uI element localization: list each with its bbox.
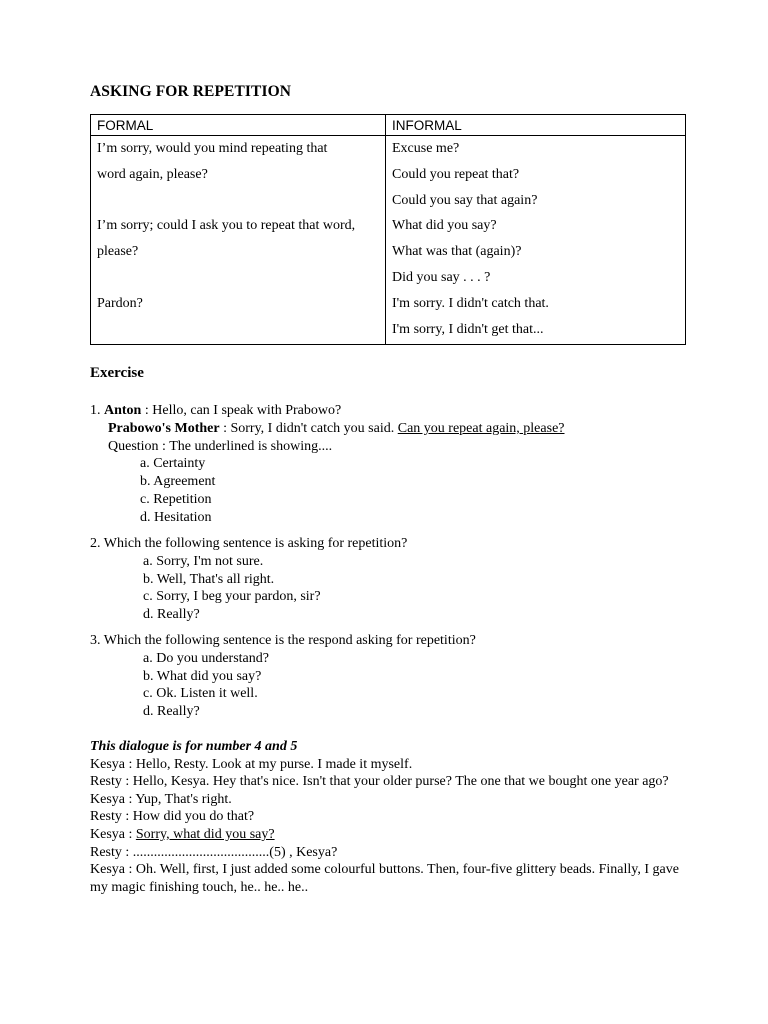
q1-speaker-anton: Anton — [104, 403, 142, 418]
q3-option-a: a. Do you understand? — [143, 650, 269, 666]
informal-line: I'm sorry. I didn't catch that. — [392, 295, 549, 311]
q1-line1 — [90, 402, 565, 420]
dialogue-line: Resty : .......................................(5) , Kesya? — [90, 844, 338, 860]
question-2 — [90, 535, 407, 624]
dialogue-section — [90, 738, 690, 896]
dialogue-line: Resty : Hello, Kesya. Hey that's nice. Isn't that your older purse? The one that we bought one year ago? — [90, 774, 669, 790]
q1-option-a: a. Certainty — [140, 456, 206, 472]
q3-question: 3. Which the following sentence is the respond asking for repetition? — [90, 633, 476, 648]
q1-underlined-text: Can you repeat again, please? — [397, 420, 565, 436]
dialogue-line: Kesya : Oh. Well, first, I just added some colourful buttons. Then, four-five glittery beads. Finally, I gave my magic finishing touch, he.. he.. he.. — [90, 862, 679, 895]
dialogue-underlined-text: Sorry, what did you say? — [135, 826, 275, 842]
question-1 — [90, 402, 565, 527]
informal-cell — [386, 136, 686, 345]
informal-line: What did you say? — [392, 218, 497, 234]
dialogue-speaker: Kesya : — [90, 826, 136, 842]
informal-line: Did you say . . . ? — [392, 269, 491, 285]
formal-line: I’m sorry; could I ask you to repeat that word, — [97, 218, 356, 234]
informal-line: What was that (again)? — [392, 244, 522, 260]
q1-number: 1. — [90, 403, 101, 418]
table-header-row — [91, 115, 686, 136]
q1-line1-text: : Hello, can I speak with Prabowo? — [141, 403, 342, 418]
expressions-table — [90, 114, 686, 345]
q3-option-d: d. Really? — [143, 704, 200, 720]
q1-speaker-mother: Prabowo's Mother — [108, 420, 220, 436]
informal-line: Could you repeat that? — [392, 166, 520, 182]
exercise-heading: Exercise — [90, 365, 144, 381]
q2-option-d: d. Really? — [143, 607, 200, 623]
q1-question: Question : The underlined is showing.... — [108, 438, 333, 454]
table-row — [91, 136, 686, 345]
informal-line: Excuse me? — [392, 141, 460, 156]
informal-line: Could you say that again? — [392, 192, 538, 208]
q1-line2 — [90, 420, 565, 438]
q1-option-c: c. Repetition — [140, 491, 212, 507]
dialogue-line: Resty : How did you do that? — [90, 809, 255, 825]
q1-option-b: b. Agreement — [140, 474, 216, 490]
formal-line — [97, 188, 379, 214]
table-header-informal: INFORMAL — [386, 115, 686, 136]
q2-option-c: c. Sorry, I beg your pardon, sir? — [143, 589, 321, 605]
table-header-formal: FORMAL — [91, 115, 386, 136]
formal-line: I’m sorry, would you mind repeating that — [97, 141, 328, 156]
dialogue-line: Kesya : Hello, Resty. Look at my purse. I made it myself. — [90, 756, 413, 772]
dialogue-heading: This dialogue is for number 4 and 5 — [90, 739, 298, 754]
informal-line: I'm sorry, I didn't get that... — [392, 321, 544, 337]
formal-line: Pardon? — [97, 295, 143, 311]
formal-line: please? — [97, 244, 139, 260]
q2-question: 2. Which the following sentence is asking for repetition? — [90, 536, 408, 551]
dialogue-line-underlined — [90, 826, 690, 844]
q2-option-a: a. Sorry, I'm not sure. — [143, 553, 264, 569]
dialogue-line: Kesya : Yup, That's right. — [90, 791, 232, 807]
q1-line2-text: : Sorry, I didn't catch you said. — [219, 420, 398, 436]
page-title: ASKING FOR REPETITION — [90, 83, 292, 100]
q2-option-b: b. Well, That's all right. — [143, 571, 275, 587]
q3-option-b: b. What did you say? — [143, 668, 262, 684]
q1-option-d: d. Hesitation — [140, 509, 212, 525]
q3-option-c: c. Ok. Listen it well. — [143, 686, 258, 702]
question-3 — [90, 632, 476, 721]
formal-line: word again, please? — [97, 166, 208, 182]
formal-cell — [91, 136, 386, 345]
formal-line — [97, 265, 379, 291]
